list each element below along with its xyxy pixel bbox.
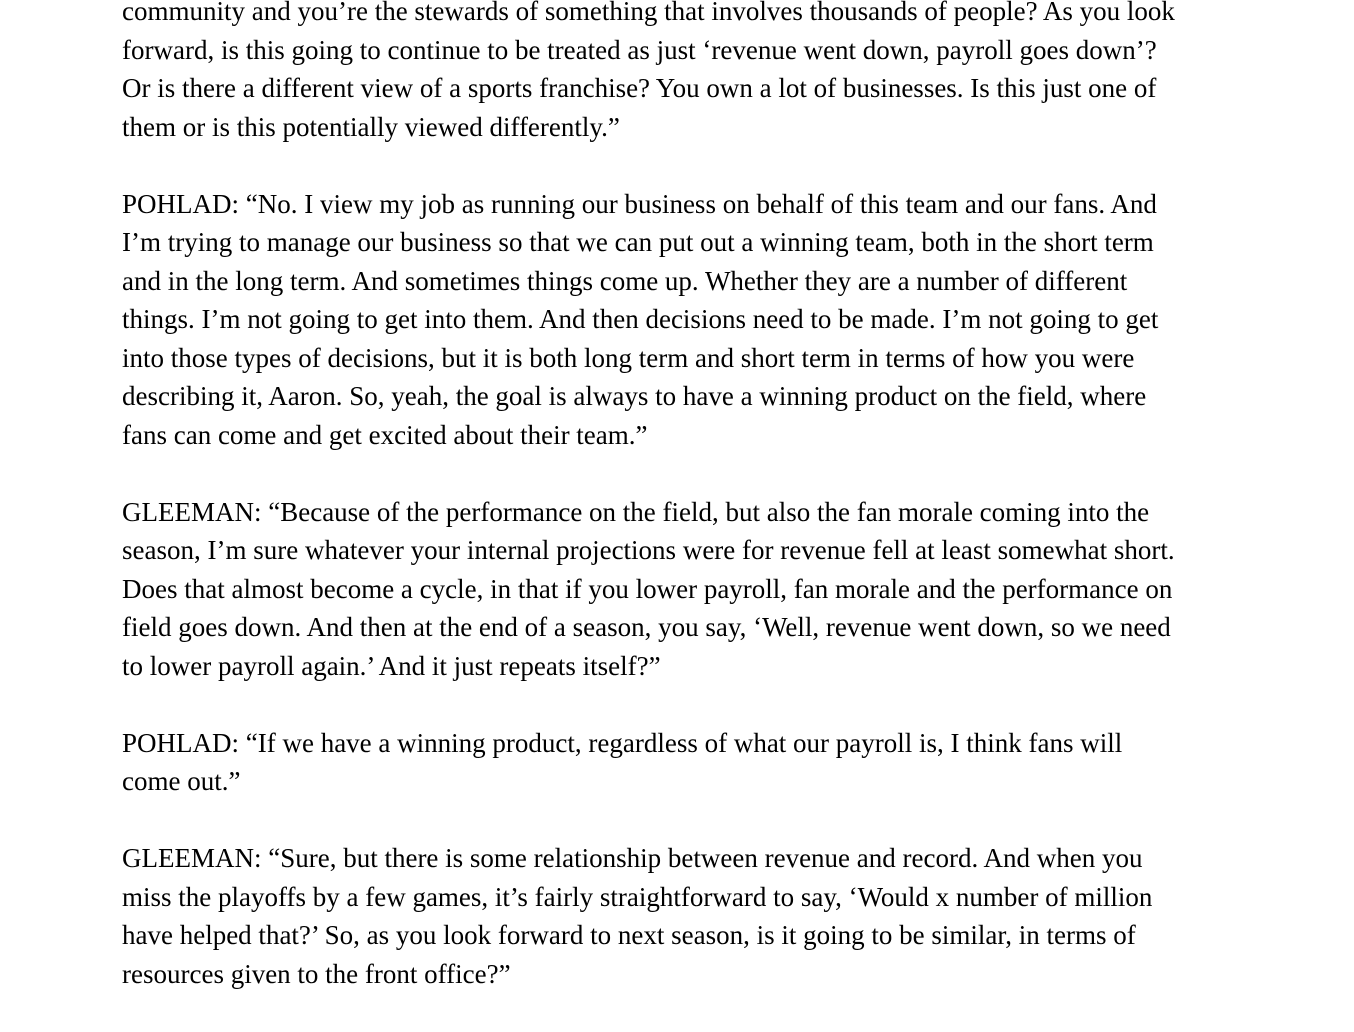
paragraph-pohlad-answer-fans: POHLAD: “If we have a winning product, regardless of what our payroll is, I think fans will come out.”	[122, 727, 1123, 796]
paragraph-gleeman-question-cycle: GLEEMAN: “Because of the performance on the field, but also the fan morale coming into the season, I’m sure whatever your internal projections were for revenue fell at least somewhat short. Does that almost become a cycle, in that if you lower payroll, fan morale and the performance on field goes down. And then at the end of a season, you say, ‘Well, revenue went down, so we need to lower payroll again.’ And it just repeats itself?”	[122, 496, 1175, 681]
paragraph-question-stewardship: community and you’re the stewards of something that involves thousands of people? As you look forward, is this going to continue to be treated as just ‘revenue went down, payroll goes down’? Or is there a different view of a sports franchise? You own a lot of businesses. Is this just one of them or is this potentially viewed differently.”	[122, 0, 1175, 142]
paragraph-pohlad-answer-winning-team: POHLAD: “No. I view my job as running our business on behalf of this team and our fans. And I’m trying to manage our business so that we can put out a winning team, both in the short term and in the long term. And sometimes things come up. Whether they are a number of different things. I’m not going to get into them. And then decisions need to be made. I’m not going to get into those types of decisions, but it is both long term and short term in terms of how you were describing it, Aaron. So, yeah, the goal is always to have a winning product on the field, where fans can come and get excited about their team.”	[122, 188, 1159, 450]
article-body	[122, 0, 1262, 1032]
paragraph-gleeman-question-resources: GLEEMAN: “Sure, but there is some relationship between revenue and record. And when you miss the playoffs by a few games, it’s fairly straightforward to say, ‘Would x number of million have helped that?’ So, as you look forward to next season, is it going to be similar, in terms of resources given to the front office?”	[122, 843, 1153, 989]
